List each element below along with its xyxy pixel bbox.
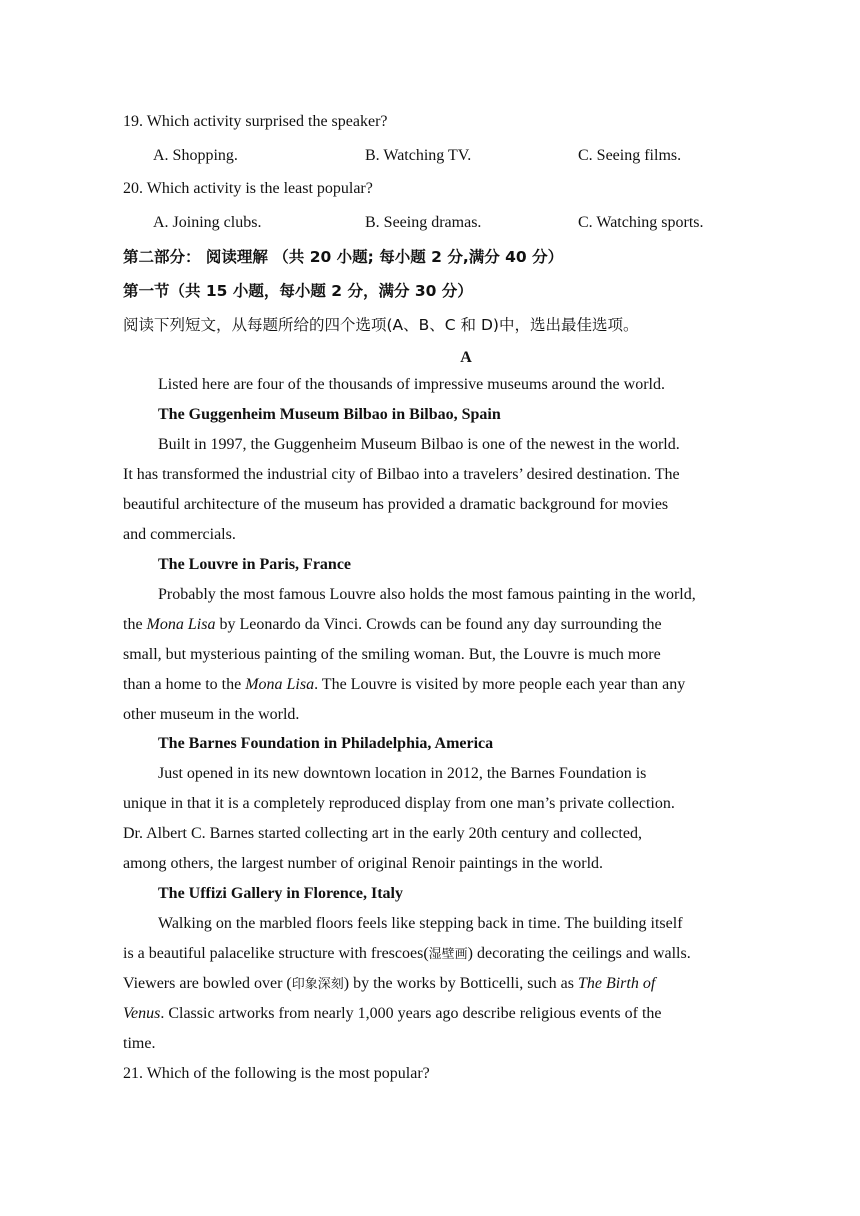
uffizi-line-1: Walking on the marbled floors feels like stepping back in time. The building itself	[158, 915, 683, 932]
mona-lisa-title: Mona Lisa	[146, 616, 216, 633]
barnes-line-4: among others, the largest number of original Renoir paintings in the world.	[123, 855, 604, 872]
louvre-line-2: the Mona Lisa by Leonardo da Vinci. Crowds can be found any day surrounding the	[123, 616, 662, 633]
guggenheim-line-1: Built in 1997, the Guggenheim Museum Bilbao is one of the newest in the world.	[158, 436, 680, 453]
passage-label: A	[460, 349, 472, 366]
guggenheim-title: The Guggenheim Museum Bilbao in Bilbao, Spain	[158, 406, 501, 423]
guggenheim-line-2: It has transformed the industrial city of Bilbao into a travelers’ desired destination. The	[123, 466, 680, 483]
uffizi-line-5: time.	[123, 1035, 156, 1052]
uffizi-title: The Uffizi Gallery in Florence, Italy	[158, 885, 403, 902]
louvre-line-5: other museum in the world.	[123, 706, 300, 723]
birth-of-venus-title-cont: Venus	[123, 1005, 161, 1022]
barnes-line-1: Just opened in its new downtown location in 2012, the Barnes Foundation is	[158, 765, 647, 782]
barnes-title: The Barnes Foundation in Philadelphia, America	[158, 735, 494, 752]
q19-option-c: C. Seeing films.	[578, 147, 682, 164]
q19-option-b: B. Watching TV.	[365, 147, 472, 164]
question-20: 20. Which activity is the least popular?	[123, 180, 373, 197]
uffizi-line-3: Viewers are bowled over (印象深刻) by the works by Botticelli, such as The Birth of	[123, 975, 656, 992]
uffizi-line-4: Venus. Classic artworks from nearly 1,000 years ago describe religious events of the	[123, 1005, 662, 1022]
birth-of-venus-title: The Birth of	[577, 975, 656, 992]
louvre-line-3: small, but mysterious painting of the smiling woman. But, the Louvre is much more	[123, 646, 661, 663]
barnes-line-2: unique in that it is a completely reproduced display from one man’s private collection.	[123, 795, 675, 812]
question-19: 19. Which activity surprised the speaker?	[123, 113, 388, 130]
question-21: 21. Which of the following is the most popular?	[123, 1065, 430, 1082]
q20-option-c: C. Watching sports.	[578, 214, 704, 231]
guggenheim-line-4: and commercials.	[123, 526, 236, 543]
guggenheim-line-3: beautiful architecture of the museum has provided a dramatic background for movies	[123, 496, 669, 513]
q20-option-a: A. Joining clubs.	[153, 214, 262, 231]
bowled-over-gloss: 印象深刻	[291, 977, 344, 992]
part2-heading: 第二部分： 阅读理解 （共 20 小题; 每小题 2 分,满分 40 分）	[123, 248, 564, 266]
louvre-line-1: Probably the most famous Louvre also holds the most famous painting in the world,	[158, 586, 696, 603]
reading-instruction: 阅读下列短文，从每题所给的四个选项(A、B、C 和 D)中，选出最佳选项。	[123, 316, 639, 334]
q20-option-b: B. Seeing dramas.	[365, 214, 482, 231]
mona-lisa-title: Mona Lisa	[245, 676, 315, 693]
louvre-title: The Louvre in Paris, France	[158, 556, 352, 573]
louvre-line-4: than a home to the Mona Lisa. The Louvre is visited by more people each year than any	[123, 676, 686, 693]
uffizi-line-2: is a beautiful palacelike structure with frescoes(湿壁画) decorating the ceilings and walls.	[123, 945, 691, 962]
q19-option-a: A. Shopping.	[153, 147, 238, 164]
section1-heading: 第一节（共 15 小题，每小题 2 分，满分 30 分）	[123, 282, 473, 300]
passage-intro: Listed here are four of the thousands of impressive museums around the world.	[158, 376, 665, 393]
barnes-line-3: Dr. Albert C. Barnes started collecting art in the early 20th century and collected,	[123, 825, 642, 842]
frescoes-gloss: 湿壁画	[428, 947, 468, 962]
